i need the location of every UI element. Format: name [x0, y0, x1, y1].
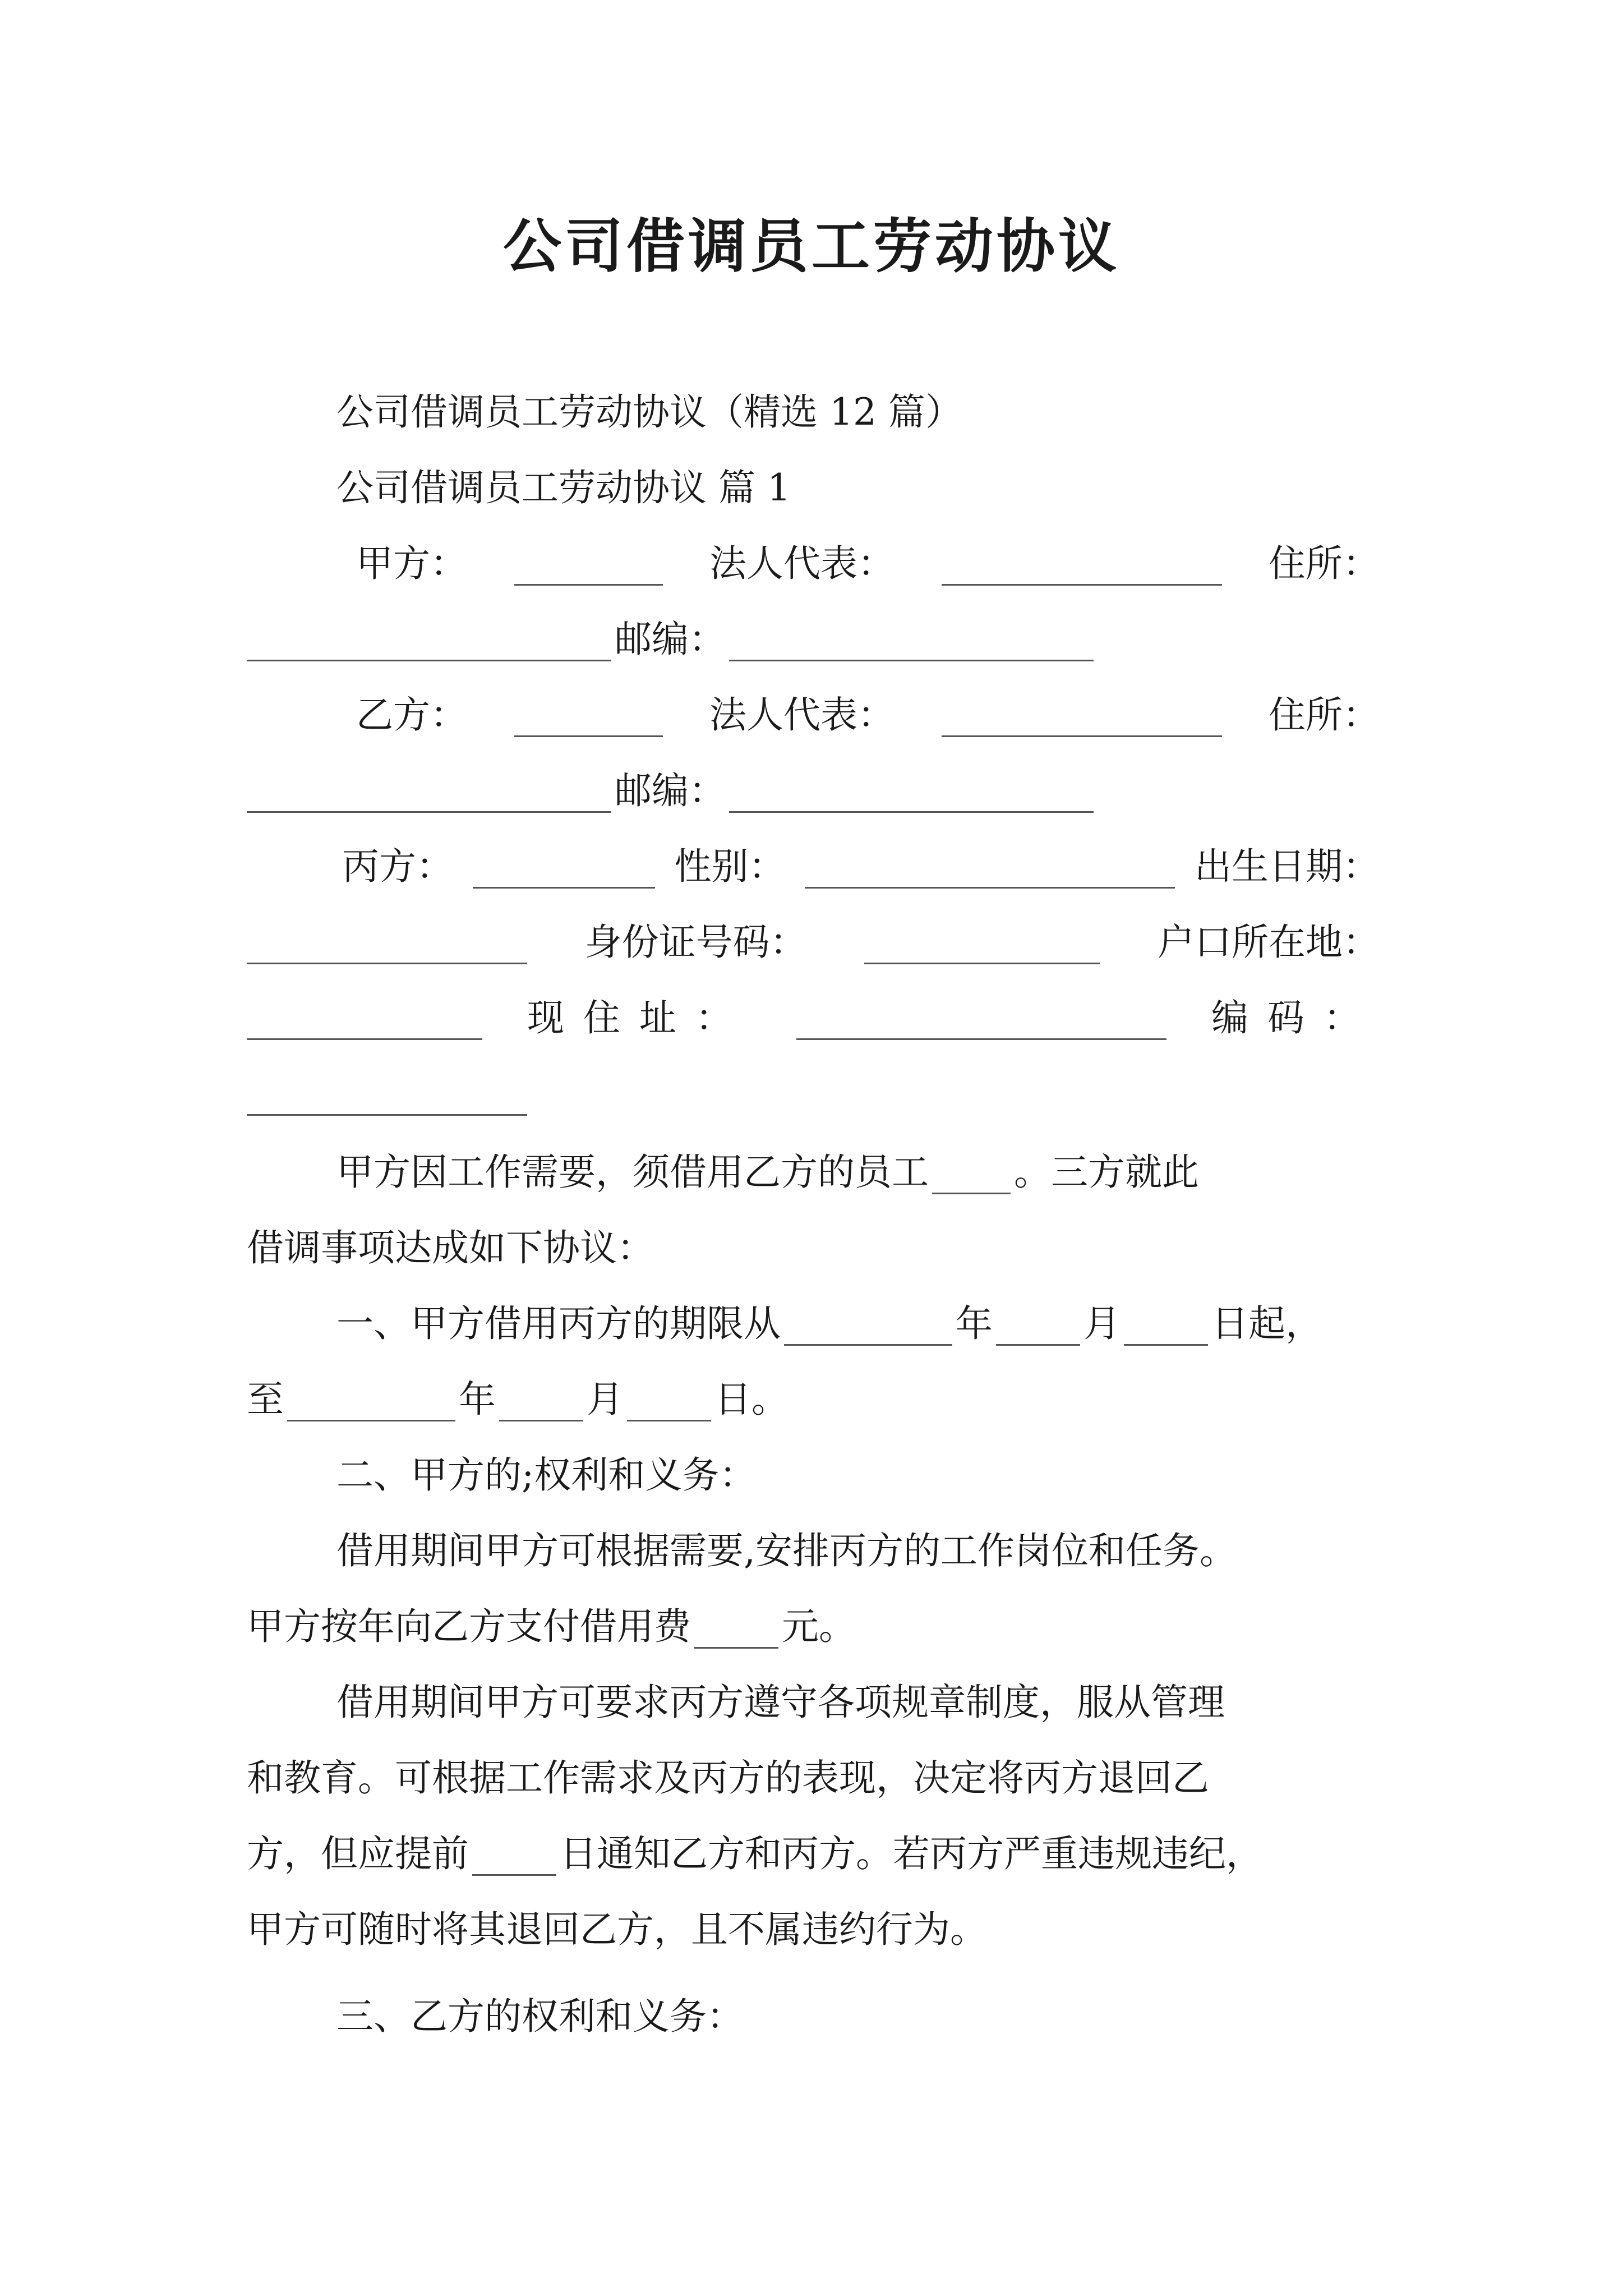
party-a-address-label: 住所：	[1269, 542, 1380, 585]
party-c-id-blank[interactable]	[864, 929, 1100, 964]
party-c-current-address-label: 现住址：	[527, 996, 751, 1039]
document-subtitle: 公司借调员工劳动协议（精选 12 篇）	[336, 390, 962, 434]
paragraph-1-text-b: 。三方就此	[1014, 1151, 1199, 1194]
section-heading: 公司借调员工劳动协议 篇 1	[336, 466, 791, 509]
end-month-label: 月	[587, 1378, 624, 1421]
party-c-gender-label: 性别：	[674, 845, 786, 888]
notice-days-blank[interactable]	[472, 1841, 556, 1876]
party-a-row-2	[247, 617, 1380, 661]
party-c-row	[342, 844, 1380, 889]
party-b-row-2	[247, 769, 1380, 813]
clause-2-para-2-line-2: 和教育。可根据工作需求及丙方的表现，决定将丙方退回乙	[247, 1756, 1209, 1800]
paragraph-1-text-a: 甲方因工作需要，须借用乙方的员工	[336, 1151, 929, 1194]
notice-text-a: 方，但应提前	[247, 1832, 469, 1875]
notice-text-b: 日通知乙方和丙方。若丙方严重违规违纪，	[560, 1832, 1263, 1875]
party-c-row-2	[247, 920, 1380, 964]
party-a-legal-rep-blank[interactable]	[942, 550, 1222, 586]
party-b-address-label: 住所：	[1269, 693, 1380, 737]
document-title: 公司借调员工劳动协议	[502, 212, 1120, 280]
party-b-name-blank[interactable]	[514, 702, 663, 737]
fee-unit: 元。	[782, 1605, 856, 1648]
paragraph-1-line-1	[336, 1150, 1199, 1194]
end-day-label: 日。	[714, 1378, 789, 1421]
end-to-label: 至	[247, 1378, 284, 1421]
party-b-row	[356, 693, 1380, 737]
end-year-blank[interactable]	[287, 1386, 455, 1421]
party-c-household-label: 户口所在地：	[1157, 921, 1380, 964]
party-a-address-blank[interactable]	[247, 626, 611, 661]
start-year-blank[interactable]	[784, 1310, 952, 1346]
party-b-postcode-blank[interactable]	[729, 777, 1094, 813]
end-day-blank[interactable]	[627, 1386, 711, 1421]
clause-2-para-1-line-1: 借用期间甲方可根据需要,安排丙方的工作岗位和任务。	[336, 1529, 1237, 1572]
paragraph-1-line-2: 借调事项达成如下协议：	[247, 1226, 654, 1269]
clause-2-heading: 二、甲方的;权利和义务：	[336, 1453, 757, 1497]
party-b-legal-rep-label: 法人代表：	[709, 693, 895, 737]
party-b-address-blank[interactable]	[247, 777, 611, 813]
party-a-legal-rep-label: 法人代表：	[709, 542, 895, 585]
party-b-postcode-label: 邮编：	[615, 769, 726, 812]
start-month-label: 月	[1083, 1302, 1121, 1345]
party-a-label: 甲方：	[356, 542, 467, 585]
party-c-birth-label: 出生日期：	[1195, 845, 1380, 888]
party-c-household-blank[interactable]	[247, 1005, 482, 1040]
clause-2-para-2-line-3	[247, 1832, 1263, 1876]
party-a-postcode-blank[interactable]	[729, 626, 1094, 661]
clause-1-line-2	[247, 1377, 789, 1421]
party-c-row-3	[247, 996, 1380, 1040]
fee-text: 甲方按年向乙方支付借用费	[247, 1605, 691, 1648]
fee-blank[interactable]	[694, 1613, 778, 1649]
clause-2-para-2-line-1: 借用期间甲方可要求丙方遵守各项规章制度，服从管理	[336, 1681, 1225, 1724]
party-c-row-4	[247, 1071, 1380, 1116]
clause-1-text: 一、甲方借用丙方的期限从	[336, 1302, 781, 1345]
party-c-name-blank[interactable]	[473, 853, 655, 889]
clause-2-para-1-line-2	[247, 1604, 856, 1649]
party-c-code-blank[interactable]	[247, 1080, 527, 1116]
clause-1-line-1	[336, 1301, 1322, 1346]
party-a-name-blank[interactable]	[514, 550, 663, 586]
party-a-postcode-label: 邮编：	[615, 618, 726, 661]
start-day-blank[interactable]	[1124, 1310, 1208, 1346]
end-month-blank[interactable]	[499, 1386, 583, 1421]
party-b-label: 乙方：	[356, 693, 467, 737]
party-c-current-address-blank[interactable]	[796, 1005, 1166, 1040]
party-a-row	[356, 541, 1380, 586]
start-day-label: 日起，	[1211, 1302, 1322, 1345]
employee-blank[interactable]	[932, 1159, 1011, 1194]
party-c-birth-blank[interactable]	[247, 929, 527, 964]
party-c-id-label: 身份证号码：	[584, 921, 807, 964]
party-b-legal-rep-blank[interactable]	[942, 702, 1222, 737]
clause-3-heading: 三、乙方的权利和义务：	[336, 1995, 744, 2038]
party-c-code-label: 编码：	[1211, 996, 1380, 1039]
party-c-gender-blank[interactable]	[805, 853, 1175, 889]
end-year-label: 年	[459, 1378, 496, 1421]
clause-2-para-2-line-4: 甲方可随时将其退回乙方，且不属违约行为。	[247, 1908, 987, 1951]
party-c-label: 丙方：	[342, 845, 453, 888]
start-year-label: 年	[956, 1302, 993, 1345]
start-month-blank[interactable]	[996, 1310, 1080, 1346]
